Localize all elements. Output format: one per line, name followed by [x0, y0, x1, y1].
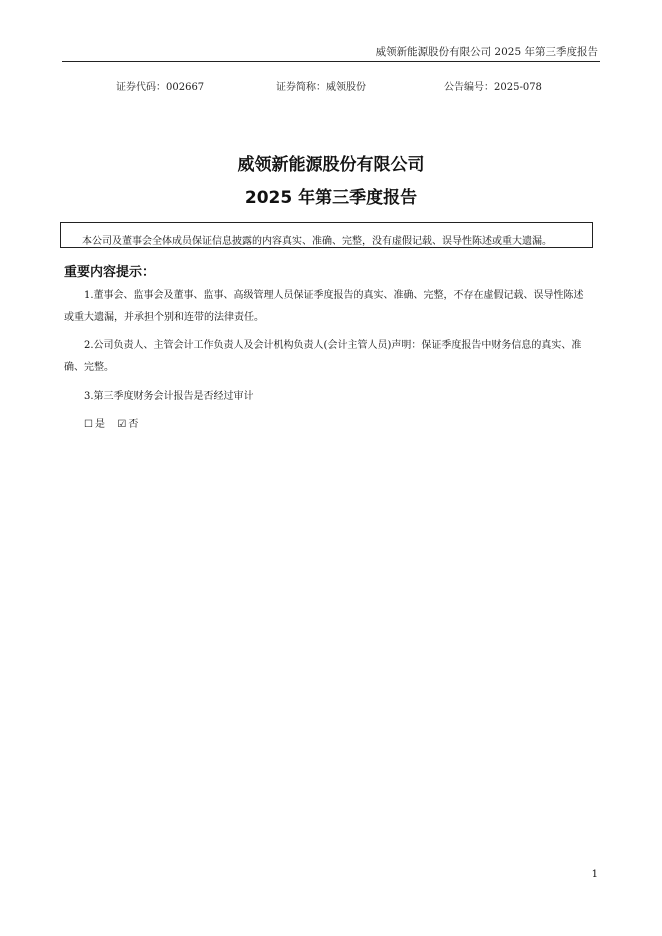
- running-header: 威领新能源股份有限公司 2025 年第三季度报告: [375, 46, 598, 58]
- stock-code: 证券代码：002667: [116, 82, 205, 93]
- report-title: 2025 年第三季度报告: [244, 188, 418, 208]
- page-number: 1: [591, 869, 598, 880]
- paragraph-2-line-2: 确、完整。: [64, 362, 114, 373]
- option-no-label: 否: [128, 419, 139, 430]
- option-yes-label: 是: [94, 419, 105, 430]
- section-heading: 重要内容提示：: [64, 265, 156, 280]
- disclosure-notice-text: 本公司及董事会全体成员保证信息披露的内容真实、准确、完整，没有虚假记载、误导性陈述或重大遗漏。: [82, 236, 552, 247]
- announcement-number: 公告编号：2025-078: [444, 82, 542, 93]
- paragraph-2: [64, 335, 596, 379]
- stock-abbreviation: 证券简称：威领股份: [276, 82, 366, 93]
- paragraph-3: 3.第三季度财务会计报告是否经过审计: [84, 391, 254, 402]
- paragraph-1-line-2: 或重大遗漏，并承担个别和连带的法律责任。: [64, 312, 264, 323]
- paragraph-1-line-1: 1.董事会、监事会及董事、监事、高级管理人员保证季度报告的真实、准确、完整，不存在虚假记载、误导性陈述: [84, 290, 584, 301]
- checkbox-unchecked-icon: ☐: [84, 419, 93, 430]
- paragraph-1: [64, 285, 596, 329]
- checkbox-checked-icon: ☑: [117, 419, 127, 430]
- header-rule: [62, 61, 600, 62]
- paragraph-2-line-1: 2.公司负责人、主管会计工作负责人及会计机构负责人(会计主管人员)声明：保证季度报告中财务信息的真实、准: [84, 340, 582, 351]
- company-title: 威领新能源股份有限公司: [237, 155, 425, 175]
- audit-options: [84, 415, 138, 430]
